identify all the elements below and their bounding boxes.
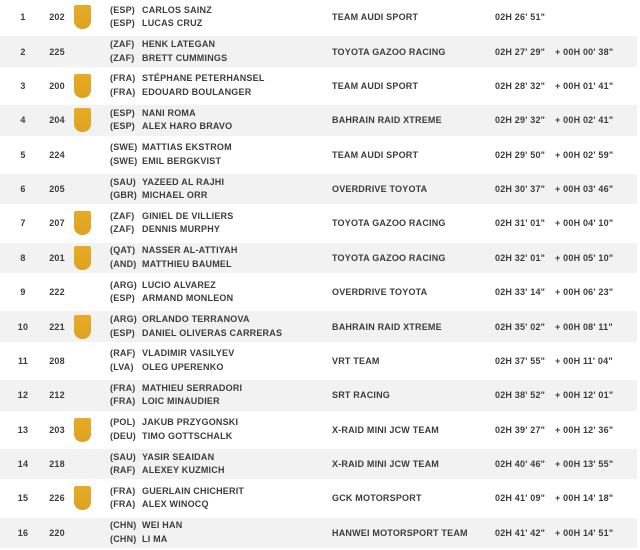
car-number-cell: 203 <box>49 424 65 435</box>
codriver-nationality-label: (ESP) <box>110 18 136 29</box>
rank-cell: 16 <box>17 527 29 538</box>
driver-line <box>110 244 332 258</box>
gap-cell: + 00H 02' 41" <box>555 115 614 126</box>
codriver-line <box>110 327 332 341</box>
car-number-cell: 226 <box>49 493 65 504</box>
driver-line <box>110 347 332 361</box>
gap-cell: + 00H 01' 41" <box>555 80 614 91</box>
car-number-cell: 200 <box>49 80 65 91</box>
car-number-cell: 207 <box>49 218 65 229</box>
priority-badge-icon <box>74 108 91 132</box>
driver-nationality-label: (FRA) <box>110 382 136 393</box>
driver-name: STÉPHANE PETERHANSEL <box>142 73 265 84</box>
driver-line <box>110 107 332 121</box>
codriver-line <box>110 292 332 306</box>
gap-cell: + 00H 02' 59" <box>555 149 614 160</box>
codriver-name: MICHAEL ORR <box>142 190 208 201</box>
team-cell: TEAM AUDI SPORT <box>332 12 419 23</box>
driver-name: MATHIEU SERRADORI <box>142 382 243 393</box>
codriver-name: OLEG UPERENKO <box>142 361 224 372</box>
time-cell: 02H 31' 01" <box>495 218 546 229</box>
result-row[interactable] <box>0 206 637 240</box>
codriver-line <box>110 52 332 66</box>
team-cell: TEAM AUDI SPORT <box>332 149 419 160</box>
driver-nationality-label: (ESP) <box>110 4 136 15</box>
rank-cell: 11 <box>18 355 28 366</box>
driver-nationality-label: (ZAF) <box>110 210 135 221</box>
time-cell: 02H 37' 55" <box>495 355 546 366</box>
driver-nationality-label: (ZAF) <box>110 39 135 50</box>
priority-badge-slot <box>68 40 97 64</box>
codriver-line <box>110 223 332 237</box>
driver-name: CARLOS SAINZ <box>142 4 212 15</box>
codriver-line <box>110 464 332 478</box>
driver-nationality-label: (SWE) <box>110 142 138 153</box>
priority-badge-slot <box>68 74 97 98</box>
codriver-name: ALEXEY KUZMICH <box>142 465 225 476</box>
driver-nationality-label: (POL) <box>110 417 136 428</box>
driver-line <box>110 210 332 224</box>
crew-cell <box>97 141 332 168</box>
crew-cell <box>97 451 332 478</box>
team-cell: VRT TEAM <box>332 355 380 366</box>
result-row[interactable] <box>0 378 637 412</box>
priority-badge-icon <box>74 315 91 339</box>
driver-name: VLADIMIR VASILYEV <box>142 348 235 359</box>
gap-cell: + 00H 04' 10" <box>555 218 614 229</box>
priority-badge-slot <box>68 486 97 510</box>
team-cell: X-RAID MINI JCW TEAM <box>332 424 439 435</box>
gap-cell: + 00H 03' 46" <box>555 184 614 195</box>
team-cell: OVERDRIVE TOYOTA <box>332 287 428 298</box>
car-number-cell: 221 <box>49 321 65 332</box>
driver-nationality-label: (ARG) <box>110 314 137 325</box>
driver-nationality-label: (CHN) <box>110 520 137 531</box>
gap-cell: + 00H 14' 51" <box>555 527 614 538</box>
driver-name: NASSER AL-ATTIYAH <box>142 245 238 256</box>
codriver-line <box>110 155 332 169</box>
team-cell: TOYOTA GAZOO RACING <box>332 46 446 57</box>
rank-cell: 12 <box>17 390 29 401</box>
rank-cell: 14 <box>17 459 29 470</box>
priority-badge-slot <box>68 315 97 339</box>
gap-cell: + 00H 08' 11" <box>555 321 613 332</box>
rank-cell: 7 <box>20 218 26 229</box>
team-cell: GCK MOTORSPORT <box>332 493 422 504</box>
rank-cell: 4 <box>20 115 26 126</box>
driver-line <box>110 279 332 293</box>
car-number-cell: 204 <box>49 115 65 126</box>
result-row[interactable] <box>0 481 637 515</box>
gap-cell: + 00H 12' 01" <box>555 390 614 401</box>
time-cell: 02H 38' 52" <box>495 390 546 401</box>
car-number-cell: 222 <box>49 287 65 298</box>
codriver-line <box>110 86 332 100</box>
priority-badge-slot <box>68 383 97 407</box>
driver-name: WEI HAN <box>142 520 183 531</box>
priority-badge-slot <box>68 452 97 476</box>
team-cell: OVERDRIVE TOYOTA <box>332 184 428 195</box>
driver-name: GINIEL DE VILLIERS <box>142 210 234 221</box>
codriver-line <box>110 395 332 409</box>
crew-cell <box>97 519 332 546</box>
crew-cell <box>97 485 332 512</box>
rank-cell: 8 <box>20 252 26 263</box>
priority-badge-slot <box>68 211 97 235</box>
codriver-nationality-label: (DEU) <box>110 430 136 441</box>
result-row[interactable] <box>0 138 637 172</box>
codriver-name: LUCAS CRUZ <box>142 18 203 29</box>
team-cell: SRT RACING <box>332 390 390 401</box>
gap-cell: + 00H 14' 18" <box>555 493 614 504</box>
codriver-nationality-label: (ZAF) <box>110 52 135 63</box>
team-cell: TEAM AUDI SPORT <box>332 80 419 91</box>
car-number-cell: 208 <box>49 355 65 366</box>
priority-badge-slot <box>68 108 97 132</box>
codriver-nationality-label: (FRA) <box>110 396 136 407</box>
rank-cell: 10 <box>17 321 29 332</box>
driver-line <box>110 519 332 533</box>
crew-cell <box>97 244 332 271</box>
crew-cell <box>97 176 332 203</box>
rank-cell: 1 <box>20 12 26 23</box>
driver-name: ORLANDO TERRANOVA <box>142 314 250 325</box>
rank-cell: 5 <box>20 149 26 160</box>
result-row[interactable] <box>0 34 637 68</box>
codriver-nationality-label: (SWE) <box>110 155 138 166</box>
codriver-nationality-label: (ESP) <box>110 121 136 132</box>
codriver-line <box>110 258 332 272</box>
codriver-line <box>110 189 332 203</box>
driver-line <box>110 72 332 86</box>
time-cell: 02H 26' 51" <box>495 12 546 23</box>
driver-line <box>110 4 332 18</box>
driver-name: NANI ROMA <box>142 107 196 118</box>
priority-badge-icon <box>74 5 91 29</box>
car-number-cell: 220 <box>49 527 65 538</box>
codriver-name: ALEX HARO BRAVO <box>142 121 233 132</box>
codriver-name: DANIEL OLIVERAS CARRERAS <box>142 327 283 338</box>
codriver-nationality-label: (RAF) <box>110 465 136 476</box>
time-cell: 02H 29' 32" <box>495 115 546 126</box>
codriver-nationality-label: (GBR) <box>110 190 137 201</box>
car-number-cell: 201 <box>49 252 65 263</box>
priority-badge-slot <box>68 5 97 29</box>
result-row[interactable] <box>0 103 637 137</box>
time-cell: 02H 40' 46" <box>495 459 546 470</box>
driver-nationality-label: (FRA) <box>110 73 136 84</box>
result-row[interactable] <box>0 447 637 481</box>
driver-name: YASIR SEAIDAN <box>142 451 215 462</box>
driver-line <box>110 176 332 190</box>
priority-badge-icon <box>74 246 91 270</box>
crew-cell <box>97 4 332 31</box>
priority-badge-slot <box>68 280 97 304</box>
codriver-nationality-label: (FRA) <box>110 86 136 97</box>
team-cell: TOYOTA GAZOO RACING <box>332 218 446 229</box>
codriver-name: TIMO GOTTSCHALK <box>142 430 233 441</box>
driver-nationality-label: (ESP) <box>110 107 136 118</box>
driver-line <box>110 451 332 465</box>
codriver-nationality-label: (ESP) <box>110 293 136 304</box>
gap-cell: + 00H 06' 23" <box>555 287 614 298</box>
car-number-cell: 225 <box>49 46 65 57</box>
driver-line <box>110 416 332 430</box>
driver-nationality-label: (FRA) <box>110 485 136 496</box>
rank-cell: 2 <box>20 46 26 57</box>
codriver-name: LOIC MINAUDIER <box>142 396 220 407</box>
driver-nationality-label: (ARG) <box>110 279 137 290</box>
result-row[interactable] <box>0 413 637 447</box>
gap-cell: + 00H 11' 04" <box>555 355 613 366</box>
crew-cell <box>97 72 332 99</box>
gap-cell: + 00H 00' 38" <box>555 46 614 57</box>
driver-name: MATTIAS EKSTROM <box>142 142 232 153</box>
time-cell: 02H 30' 37" <box>495 184 546 195</box>
result-row[interactable] <box>0 344 637 378</box>
result-row[interactable] <box>0 172 637 206</box>
codriver-name: ARMAND MONLEON <box>142 293 234 304</box>
time-cell: 02H 33' 14" <box>495 287 546 298</box>
gap-cell: + 00H 13' 55" <box>555 459 614 470</box>
driver-name: LUCIO ALVAREZ <box>142 279 216 290</box>
result-row[interactable] <box>0 0 637 34</box>
driver-line <box>110 313 332 327</box>
time-cell: 02H 39' 27" <box>495 424 546 435</box>
priority-badge-slot <box>68 349 97 373</box>
priority-badge-slot <box>68 418 97 442</box>
codriver-nationality-label: (AND) <box>110 258 137 269</box>
priority-badge-slot <box>68 143 97 167</box>
rank-cell: 9 <box>20 287 26 298</box>
time-cell: 02H 29' 50" <box>495 149 546 160</box>
crew-cell <box>97 38 332 65</box>
codriver-line <box>110 361 332 375</box>
crew-cell <box>97 347 332 374</box>
priority-badge-icon <box>74 486 91 510</box>
priority-badge-slot <box>68 521 97 545</box>
codriver-nationality-label: (ESP) <box>110 327 136 338</box>
codriver-line <box>110 533 332 547</box>
codriver-nationality-label: (FRA) <box>110 499 136 510</box>
time-cell: 02H 35' 02" <box>495 321 546 332</box>
driver-name: YAZEED AL RAJHI <box>142 176 225 187</box>
driver-nationality-label: (SAU) <box>110 451 136 462</box>
codriver-nationality-label: (ZAF) <box>110 224 135 235</box>
priority-badge-icon <box>74 74 91 98</box>
result-row[interactable] <box>0 241 637 275</box>
result-row[interactable] <box>0 516 637 550</box>
time-cell: 02H 27' 29" <box>495 46 546 57</box>
codriver-name: BRETT CUMMINGS <box>142 52 228 63</box>
team-cell: X-RAID MINI JCW TEAM <box>332 459 439 470</box>
codriver-line <box>110 120 332 134</box>
codriver-name: DENNIS MURPHY <box>142 224 221 235</box>
codriver-line <box>110 430 332 444</box>
gap-cell: + 00H 05' 10" <box>555 252 614 263</box>
driver-line <box>110 38 332 52</box>
crew-cell <box>97 279 332 306</box>
codriver-name: EMIL BERGKVIST <box>142 155 222 166</box>
crew-cell <box>97 107 332 134</box>
time-cell: 02H 28' 32" <box>495 80 546 91</box>
time-cell: 02H 32' 01" <box>495 252 546 263</box>
priority-badge-slot <box>68 177 97 201</box>
codriver-nationality-label: (CHN) <box>110 533 137 544</box>
codriver-name: MATTHIEU BAUMEL <box>142 258 232 269</box>
rank-cell: 6 <box>20 184 26 195</box>
priority-badge-slot <box>68 246 97 270</box>
team-cell: BAHRAIN RAID XTREME <box>332 115 442 126</box>
car-number-cell: 218 <box>49 459 65 470</box>
driver-nationality-label: (RAF) <box>110 348 136 359</box>
driver-nationality-label: (SAU) <box>110 176 136 187</box>
crew-cell <box>97 416 332 443</box>
codriver-name: EDOUARD BOULANGER <box>142 86 252 97</box>
car-number-cell: 205 <box>49 184 65 195</box>
codriver-line <box>110 498 332 512</box>
time-cell: 02H 41' 42" <box>495 527 546 538</box>
driver-name: GUERLAIN CHICHERIT <box>142 485 245 496</box>
team-cell: BAHRAIN RAID XTREME <box>332 321 442 332</box>
result-row[interactable] <box>0 275 637 309</box>
codriver-line <box>110 17 332 31</box>
rank-cell: 15 <box>17 493 29 504</box>
codriver-name: LI MA <box>142 533 168 544</box>
codriver-nationality-label: (LVA) <box>110 361 134 372</box>
team-cell: HANWEI MOTORSPORT TEAM <box>332 527 468 538</box>
driver-nationality-label: (QAT) <box>110 245 136 256</box>
crew-cell <box>97 210 332 237</box>
driver-name: JAKUB PRZYGONSKI <box>142 417 239 428</box>
rank-cell: 13 <box>17 424 29 435</box>
rank-cell: 3 <box>20 80 26 91</box>
result-row[interactable] <box>0 309 637 343</box>
result-row[interactable] <box>0 69 637 103</box>
crew-cell <box>97 382 332 409</box>
priority-badge-icon <box>74 418 91 442</box>
driver-name: HENK LATEGAN <box>142 39 216 50</box>
car-number-cell: 212 <box>49 390 65 401</box>
gap-cell: + 00H 12' 36" <box>555 424 614 435</box>
team-cell: TOYOTA GAZOO RACING <box>332 252 446 263</box>
driver-line <box>110 485 332 499</box>
priority-badge-icon <box>74 211 91 235</box>
driver-line <box>110 141 332 155</box>
crew-cell <box>97 313 332 340</box>
codriver-name: ALEX WINOCQ <box>142 499 209 510</box>
car-number-cell: 202 <box>49 12 65 23</box>
time-cell: 02H 41' 09" <box>495 493 546 504</box>
driver-line <box>110 382 332 396</box>
car-number-cell: 224 <box>49 149 65 160</box>
